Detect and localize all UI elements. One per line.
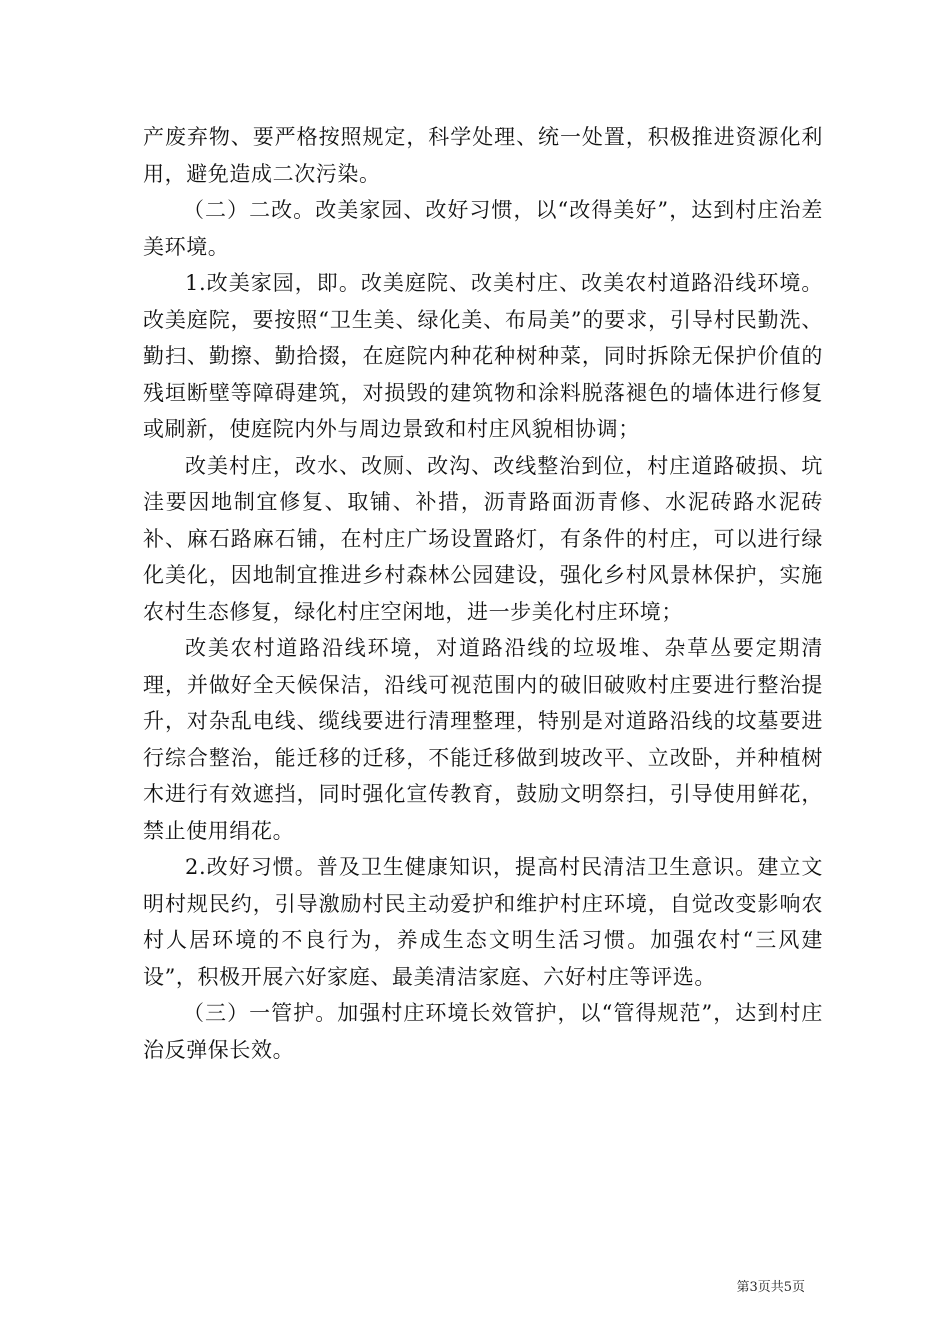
paragraph-4: 改美农村道路沿线环境，对道路沿线的垃圾堆、杂草丛要定期清理，并做好全天候保洁，沿线可视范围内的破旧破败村庄要进行整治提升，对杂乱电线、缆线要进行清理整理，特别是对道路沿线的坟墓要进行综合整治，能迁移的迁移，不能迁移做到坡改平、立改卧，并种植树木进行有效遮挡，同时强化宣传教育，鼓励文明祭扫，引导使用鲜花，禁止使用绢花。 — [143, 636, 823, 843]
paragraph-3: 改美村庄，改水、改厕、改沟、改线整治到位，村庄道路破损、坑洼要因地制宜修复、取铺、补措，沥青路面沥青修、水泥砖路水泥砖补、麻石路麻石铺，在村庄广场设置路灯，有条件的村庄，可以进行绿化美化，因地制宜推进乡村森林公园建设，强化乡村风景林保护，实施农村生态修复，绿化村庄空闲地，进一步美化村庄环境； — [143, 453, 823, 624]
paragraph-5: 2.改好习惯。普及卫生健康知识，提高村民清洁卫生意识。建立文明村规民约，引导激励村民主动爱护和维护村庄环境，自觉改变影响农村人居环境的不良行为，养成生态文明生活习惯。加强农村“三风建设”，积极开展六好家庭、最美清洁家庭、六好村庄等评选。 — [143, 855, 823, 989]
paragraph-2: 1.改美家园，即。改美庭院、改美村庄、改美农村道路沿线环境。改美庭院，要按照“卫生美、绿化美、布局美”的要求，引导村民勤洗、勤扫、勤擦、勤拾掇，在庭院内种花种树种菜，同时拆除无保护价值的残垣断壁等障碍建筑，对损毁的建筑物和涂料脱落褪色的墙体进行修复或刷新，使庭院内外与周边景致和村庄风貌相协调； — [143, 271, 823, 441]
paragraph-6: （三）一管护。加强村庄环境长效管护，以“管得规范”，达到村庄治反弹保长效。 — [143, 1001, 823, 1062]
document-body — [143, 119, 823, 1068]
page-number-footer: 第3页共5页 — [736, 1280, 805, 1295]
paragraph-1: （二）二改。改美家园、改好习惯，以“改得美好”，达到村庄治差美环境。 — [143, 198, 823, 259]
paragraph-0: 产废弃物、要严格按照规定，科学处理、统一处置，积极推进资源化利用，避免造成二次污染。 — [143, 125, 823, 186]
